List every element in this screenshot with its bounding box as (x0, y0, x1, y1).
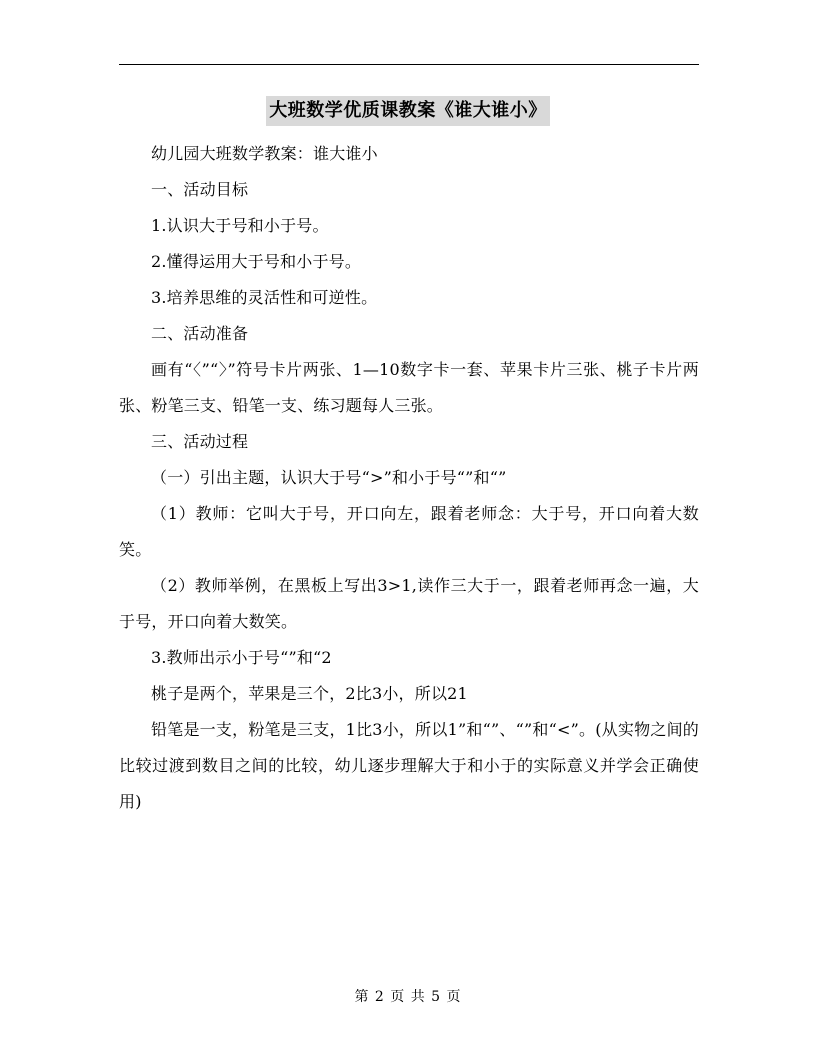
goal-item-1: 1.认识大于号和小于号。 (151, 216, 329, 235)
paragraph-materials: 画有“〈”“〉”符号卡片两张、1—10数字卡一套、苹果卡片三张、桃子卡片两张、粉笔三支、铅笔一支、练习题每人三张。 (119, 360, 699, 415)
document-body (119, 136, 699, 820)
paragraph-intro: 幼儿园大班数学教案：谁大谁小 (151, 144, 378, 163)
header-rule (119, 64, 699, 65)
process-step-3: 3.教师出示小于号“”和“2 (151, 648, 332, 667)
goal-item-2: 2.懂得运用大于号和小于号。 (151, 252, 362, 271)
heading-process: 三、活动过程 (151, 432, 249, 451)
paragraph-peach-apple: 桃子是两个，苹果是三个，2比3小，所以21 (151, 684, 468, 703)
document-title-wrap (0, 96, 816, 126)
process-step-1b: （2）教师举例，在黑板上写出3>1,读作三大于一，跟着老师再念一遍，大于号，开口向着大数笑。 (119, 576, 699, 631)
process-step-1a: （1）教师：它叫大于号，开口向左，跟着老师念：大于号，开口向着大数笑。 (119, 504, 699, 559)
page-number-footer: 第 2 页 共 5 页 (354, 989, 462, 1005)
goal-item-3: 3.培养思维的灵活性和可逆性。 (151, 288, 378, 307)
process-step-1: （一）引出主题，认识大于号“>”和小于号“”和“” (151, 468, 507, 487)
heading-goals: 一、活动目标 (151, 180, 249, 199)
heading-preparation: 二、活动准备 (151, 324, 249, 343)
document-title: 大班数学优质课教案《谁大谁小》 (266, 96, 550, 126)
paragraph-pencil-chalk: 铅笔是一支，粉笔是三支，1比3小，所以1”和“”、“”和“<”。(从实物之间的比较过渡到数目之间的比较，幼儿逐步理解大于和小于的实际意义并学会正确使用) (119, 720, 699, 811)
